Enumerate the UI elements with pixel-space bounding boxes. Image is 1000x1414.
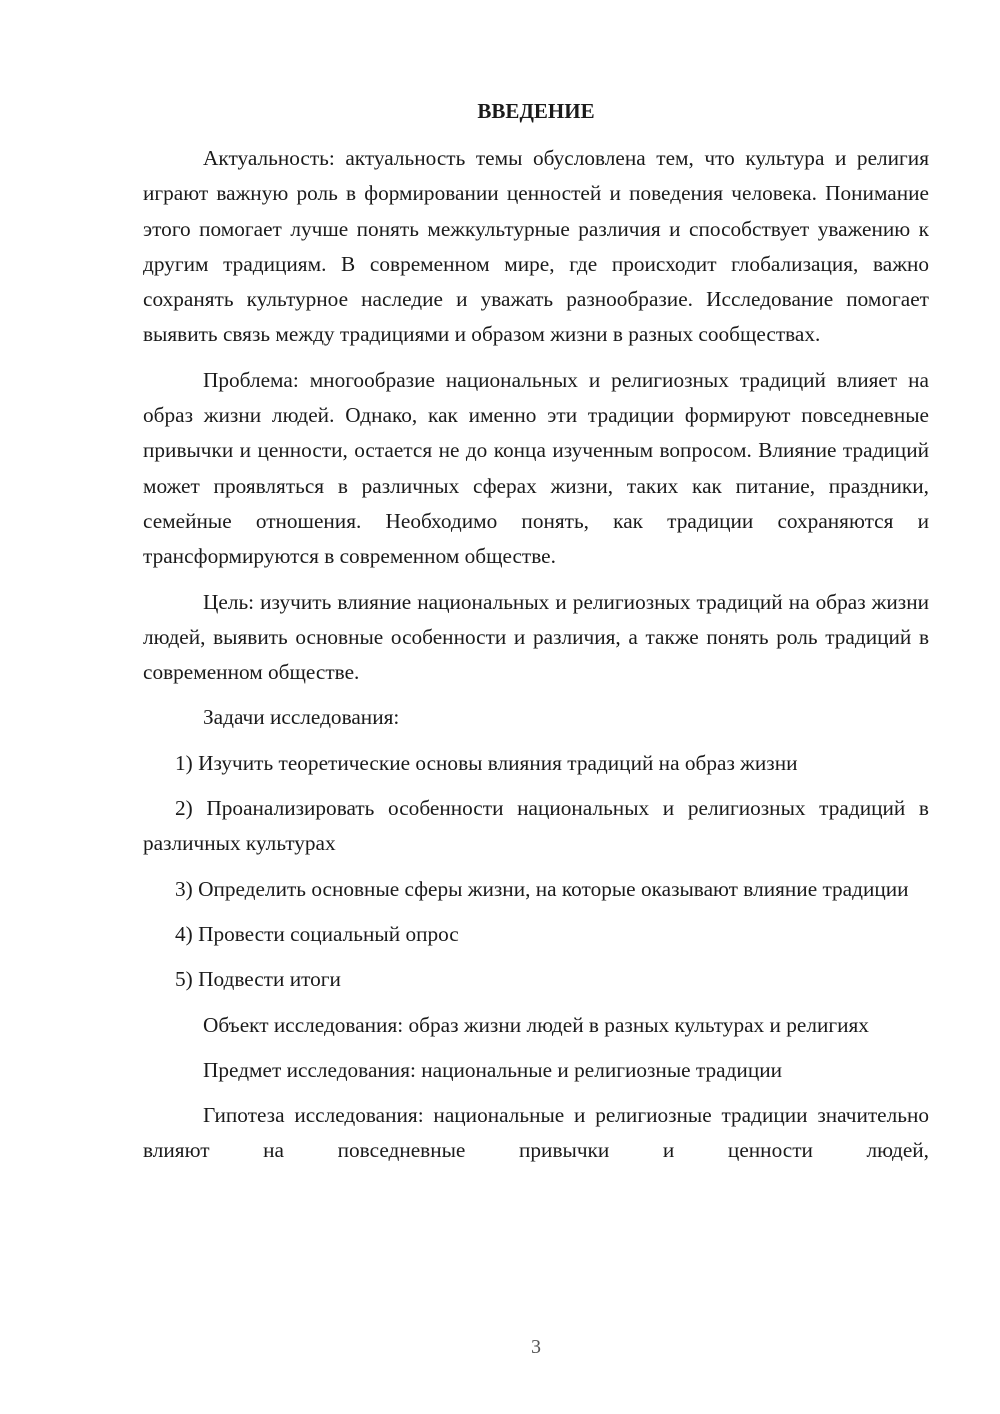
paragraph-subject: Предмет исследования: национальные и религиозные традиции — [203, 1057, 783, 1082]
task-item-1: 1) Изучить теоретические основы влияния традиций на образ жизни — [175, 750, 798, 775]
task-item-3: 3) Определить основные сферы жизни, на которые оказывают влияние традиции — [175, 876, 909, 901]
section-title: ВВЕДЕНИЕ — [477, 99, 595, 123]
document-body — [143, 141, 929, 1169]
paragraph-problem: Проблема: многообразие национальных и религиозных традиций влияет на образ жизни людей. Однако, как именно эти традиции формируют повседневные привычки и ценности, остается не до конца изученным вопросом. Влияние традиций может проявляться в различных сферах жизни, таких как питание, праздники, семейные отношения. Необходимо понять, как традиции сохраняются и трансформируются в современном обществе. — [143, 367, 929, 569]
task-item-2: 2) Проанализировать особенности национальных и религиозных традиций в различных культурах — [143, 796, 929, 856]
task-item-5: 5) Подвести итоги — [175, 967, 341, 992]
paragraph-goal: Цель: изучить влияние национальных и религиозных традиций на образ жизни людей, выявить основные особенности и различия, а также понять роль традиций в современном обществе. — [143, 589, 929, 685]
task-item-4: 4) Провести социальный опрос — [175, 921, 459, 946]
paragraph-relevance: Актуальность: актуальность темы обусловлена тем, что культура и религия играют важную роль в формировании ценностей и поведения человека. Понимание этого помогает лучше понять межкультурные различия и способствует уважению к другим традициям. В современном мире, где происходит глобализация, важно сохранять культурное наследие и уважать разнообразие. Исследование помогает выявить связь между традициями и образом жизни в разных сообществах. — [143, 146, 929, 347]
page-number: 3 — [531, 1336, 541, 1358]
paragraph-hypothesis: Гипотеза исследования: национальные и религиозные традиции значительно влияют на повседневные привычки и ценности людей, — [143, 1103, 929, 1163]
paragraph-object: Объект исследования: образ жизни людей в разных культурах и религиях — [203, 1012, 869, 1037]
paragraph-tasks-heading: Задачи исследования: — [203, 705, 400, 730]
